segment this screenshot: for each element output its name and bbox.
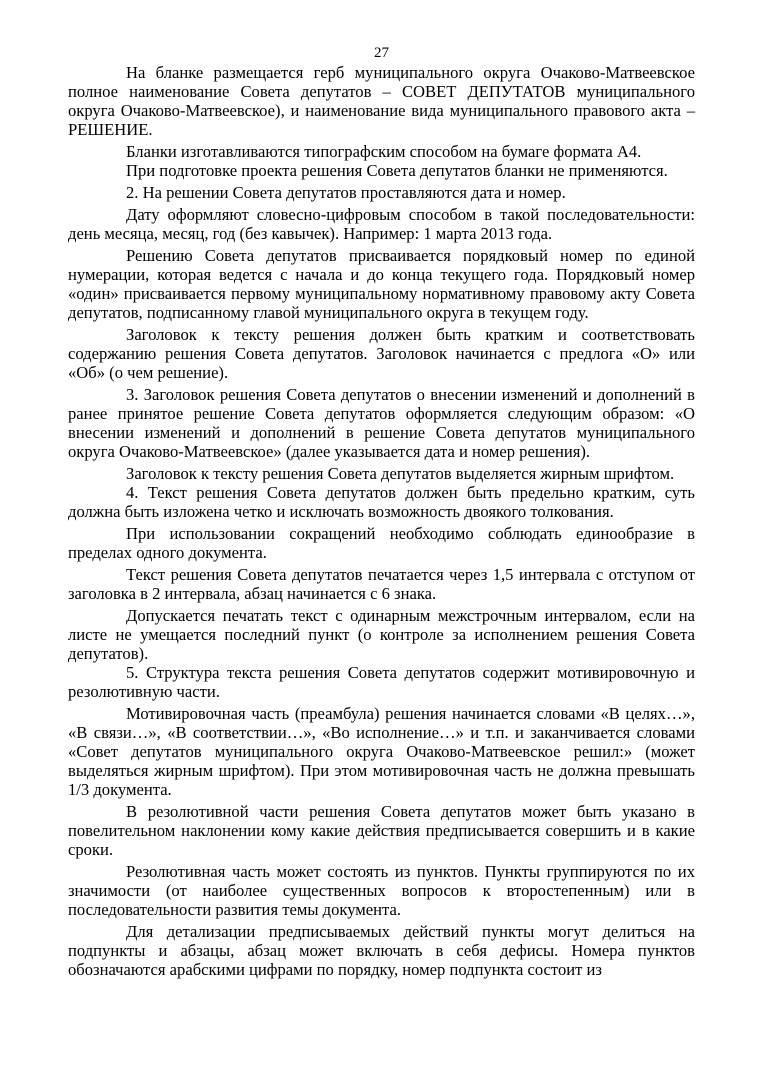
paragraph-abbreviations: При использовании сокращений необходимо соблюдать единообразие в пределах одного документа. [68,524,695,562]
paragraph-operative-part: В резолютивной части решения Совета депутатов может быть указано в повелительном наклонении кому какие действия предписывается совершить и в какие сроки. [68,802,695,859]
paragraph-operative-points: Резолютивная часть может состоять из пунктов. Пункты группируются по их значимости (от наиболее существенных вопросов к второстепенным) или в последовательности развития темы документа. [68,862,695,919]
paragraph-preamble: Мотивировочная часть (преамбула) решения начинается словами «В целях…», «В связи…», «В соответствии…», «Во исполнение…» и т.п. и заканчивается словами «Совет депутатов муниципального округа Очаково-Матвеевское решил:» (может выделяться жирным шрифтом). При этом мотивировочная часть не должна превышать 1/3 документа. [68,704,695,799]
paragraph-title-rules: Заголовок к тексту решения должен быть кратким и соответствовать содержанию решения Совета депутатов. Заголовок начинается с предлога «О» или «Об» (о чем решение). [68,325,695,382]
paragraph-subpoints: Для детализации предписываемых действий пункты могут делиться на подпункты и абзацы, абзац может включать в себя дефисы. Номера пунктов обозначаются арабскими цифрами по порядку, номер подпункта состоит из [68,922,695,979]
paragraph-blank-printing: Бланки изготавливаются типографским способом на бумаге формата А4. [126,142,642,161]
paragraph-blank-coat-of-arms: На бланке размещается герб муниципального округа Очаково-Матвеевское полное наименование Совета депутатов – СОВЕТ ДЕПУТАТОВ муниципального округа Очаково-Матвеевское), и наименование вида муниципального правового акта – РЕШЕНИЕ. [68,63,695,139]
paragraph-date-format: Дату оформляют словесно-цифровым способом в такой последовательности: день месяца, месяц, год (без кавычек). Например: 1 марта 2013 года. [68,205,695,243]
paragraph-line-spacing: Текст решения Совета депутатов печатается через 1,5 интервала с отступом от заголовка в 2 интервала, абзац начинается с 6 знака. [68,565,695,603]
paragraph-single-spacing: Допускается печатать текст с одинарным межстрочным интервалом, если на листе не умещается последний пункт (о контроле за исполнением решения Совета депутатов). [68,606,695,663]
page-number: 27 [374,45,389,61]
paragraph-section-3-amendment-title: 3. Заголовок решения Совета депутатов о внесении изменений и дополнений в ранее принятое решение Совета депутатов оформляется следующим образом: «О внесении изменений и дополнений в решение Совета депутатов муниципального округа Очаково-Матвеевское» (далее указывается дата и номер решения). [68,385,695,461]
paragraph-section-2-date-number: 2. На решении Совета депутатов проставляются дата и номер. [126,183,566,202]
paragraph-section-4-text-brevity: 4. Текст решения Совета депутатов должен быть предельно кратким, суть должна быть изложена четко и исключать возможность двоякого толкования. [68,483,695,521]
paragraph-numbering: Решению Совета депутатов присваивается порядковый номер по единой нумерации, которая ведется с начала и до конца текущего года. Порядковый номер «один» присваивается первому муниципальному нормативному правовому акту Совета депутатов, подписанному главой муниципального округа в текущем году. [68,246,695,322]
paragraph-blank-not-used: При подготовке проекта решения Совета депутатов бланки не применяются. [126,161,668,180]
paragraph-section-5-structure: 5. Структура текста решения Совета депутатов содержит мотивировочную и резолютивную части. [68,663,695,701]
paragraph-title-bold: Заголовок к тексту решения Совета депутатов выделяется жирным шрифтом. [126,464,675,483]
